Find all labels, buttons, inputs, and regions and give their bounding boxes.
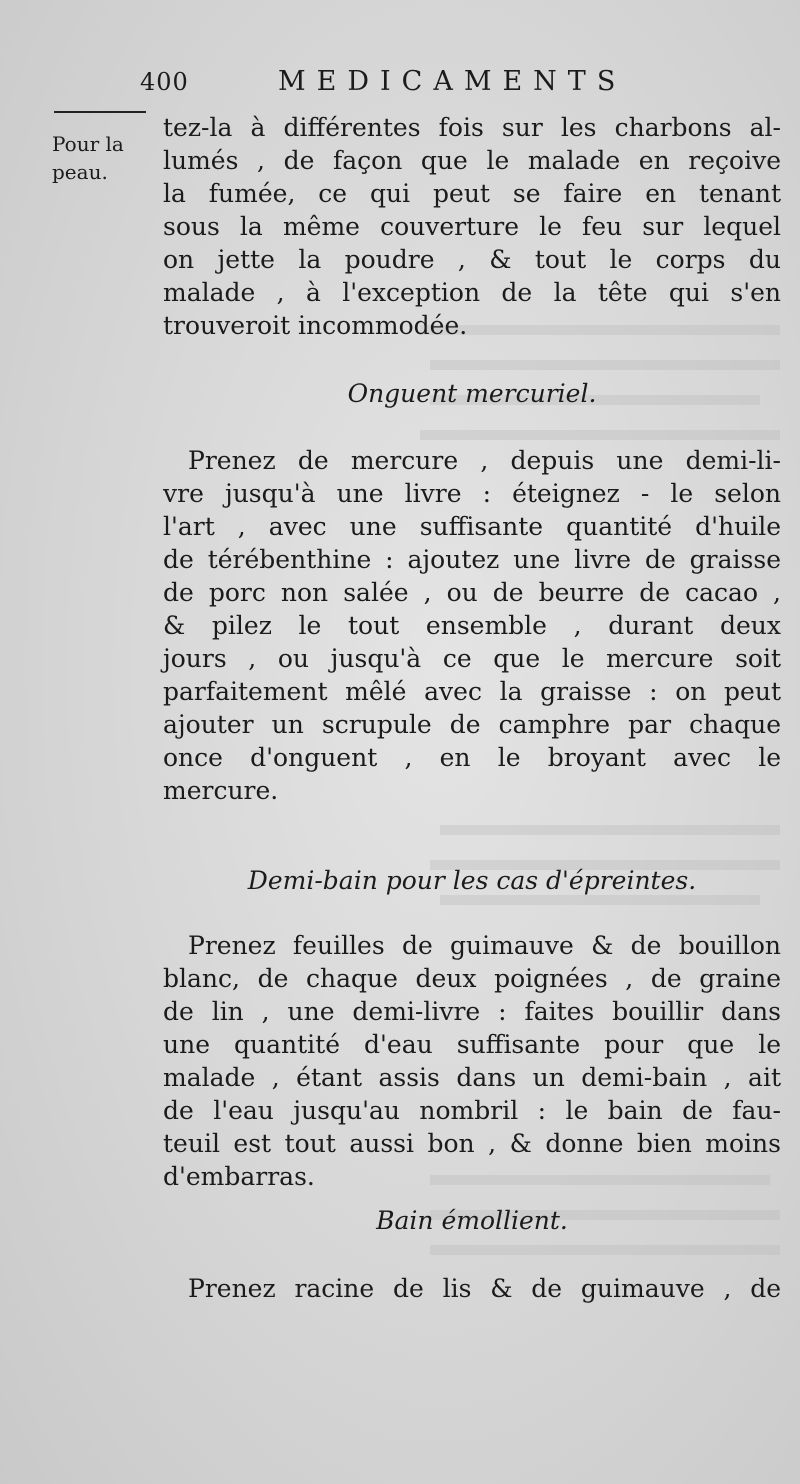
text-line: malade , à l'exception de la tête qui s'en (163, 278, 781, 307)
margin-note-line: peau. (52, 160, 108, 184)
text-line: de lin , une demi-livre : faites bouillir dans (163, 997, 781, 1026)
text-line: de porc non salée , ou de beurre de cacao , (163, 578, 781, 607)
text-line: Prenez feuilles de guimauve & de bouillon (188, 931, 781, 960)
text-line: ajouter un scrupule de camphre par chaque (163, 710, 781, 739)
text-line: vre jusqu'à une livre : éteignez - le selon (163, 479, 781, 508)
text-line: malade , étant assis dans un demi-bain , ait (163, 1063, 781, 1092)
text-line: Prenez de mercure , depuis une demi-li- (188, 446, 781, 475)
section-heading: Onguent mercuriel. (347, 379, 597, 408)
text-line: tez-la à différentes fois sur les charbons al- (163, 113, 781, 142)
text-line: trouveroit incommodée. (163, 311, 468, 340)
text-line: sous la même couverture le feu sur lequel (163, 212, 781, 241)
text-line: parfaitement mêlé avec la graisse : on peut (163, 677, 781, 706)
running-head-title: MEDICAMENTS (278, 66, 627, 97)
text-line: teuil est tout aussi bon , & donne bien moins (163, 1129, 781, 1158)
margin-note-line: Pour la (52, 132, 124, 156)
text-line: mercure. (163, 776, 279, 805)
section-heading: Bain émollient. (376, 1206, 568, 1235)
text-line: jours , ou jusqu'à ce que le mercure soit (163, 644, 781, 673)
text-line: de l'eau jusqu'au nombril : le bain de fau- (163, 1096, 781, 1125)
text-line: l'art , avec une suffisante quantité d'huile (163, 512, 781, 541)
text-line: on jette la poudre , & tout le corps du (163, 245, 781, 274)
text-line: & pilez le tout ensemble , durant deux (163, 611, 781, 640)
text-line: once d'onguent , en le broyant avec le (163, 743, 781, 772)
running-header (140, 62, 640, 98)
section-heading: Demi-bain pour les cas d'épreintes. (247, 866, 697, 895)
text-line: Prenez racine de lis & de guimauve , de (188, 1274, 781, 1303)
text-line: blanc, de chaque deux poignées , de graine (163, 964, 781, 993)
margin-note (52, 130, 147, 186)
margin-rule (54, 111, 146, 113)
text-line: d'embarras. (163, 1162, 315, 1191)
text-line: de térébenthine : ajoutez une livre de graisse (163, 545, 781, 574)
text-line: la fumée, ce qui peut se faire en tenant (163, 179, 781, 208)
page-number: 400 (140, 68, 189, 96)
text-line: une quantité d'eau suffisante pour que le (163, 1030, 781, 1059)
text-line: lumés , de façon que le malade en reçoive (163, 146, 781, 175)
